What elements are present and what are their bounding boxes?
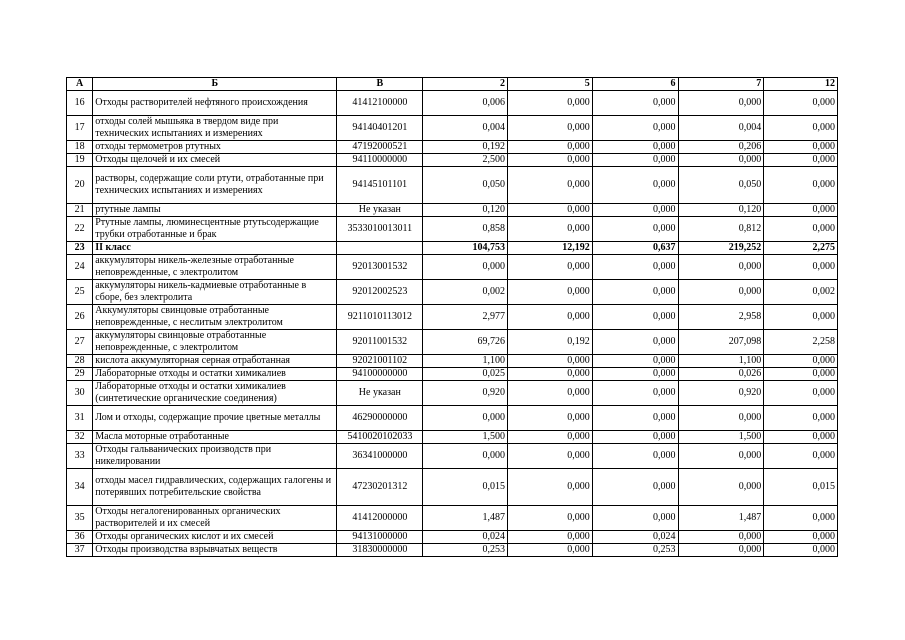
col-6-value: 0,000 [592,368,678,381]
col-7-value: 219,252 [678,242,764,255]
col-6-value: 0,000 [592,255,678,280]
col-6-value: 0,000 [592,330,678,355]
col-7-value: 0,206 [678,141,764,154]
waste-name: Аккумуляторы свинцовые отработанные неповрежденные, с неслитым электролитом [93,305,337,330]
table-row [67,141,838,154]
col-7-value: 0,120 [678,204,764,217]
fkko-code: 94110000000 [337,154,423,167]
header-cell: А [67,78,93,91]
col-6-value: 0,000 [592,355,678,368]
fkko-code: 9211010113012 [337,305,423,330]
waste-name: Отходы производства взрывчатых веществ [93,544,337,557]
fkko-code: 94145101101 [337,167,423,204]
col-7-value: 0,000 [678,544,764,557]
row-number: 24 [67,255,93,280]
col-12-value: 0,000 [764,116,838,141]
col-5-value: 0,000 [507,431,592,444]
fkko-code: 47230201312 [337,469,423,506]
col-12-value: 0,000 [764,204,838,217]
col-12-value: 0,002 [764,280,838,305]
col-5-value: 0,000 [507,141,592,154]
col-2-value: 0,192 [423,141,508,154]
row-number: 18 [67,141,93,154]
col-2-value: 2,977 [423,305,508,330]
table-row [67,154,838,167]
col-5-value: 0,000 [507,91,592,116]
col-2-value: 0,024 [423,531,508,544]
col-5-value: 12,192 [507,242,592,255]
col-2-value: 104,753 [423,242,508,255]
col-6-value: 0,000 [592,154,678,167]
col-6-value: 0,000 [592,280,678,305]
table-row [67,506,838,531]
col-7-value: 207,098 [678,330,764,355]
col-12-value: 0,000 [764,167,838,204]
col-2-value: 0,120 [423,204,508,217]
table-row [67,431,838,444]
col-12-value: 0,000 [764,91,838,116]
fkko-code: 92013001532 [337,255,423,280]
table-row [67,355,838,368]
col-5-value: 0,000 [507,154,592,167]
fkko-code: 92021001102 [337,355,423,368]
col-7-value: 1,100 [678,355,764,368]
table-row [67,381,838,406]
col-12-value: 0,000 [764,154,838,167]
header-cell: В [337,78,423,91]
table-row [67,242,838,255]
row-number: 26 [67,305,93,330]
row-number: 37 [67,544,93,557]
col-2-value: 0,253 [423,544,508,557]
col-6-value: 0,000 [592,444,678,469]
fkko-code: Не указан [337,381,423,406]
row-number: 31 [67,406,93,431]
col-2-value: 0,000 [423,406,508,431]
col-6-value: 0,000 [592,217,678,242]
col-7-value: 0,000 [678,91,764,116]
col-12-value: 0,000 [764,531,838,544]
table-row [67,330,838,355]
header-cell: 12 [764,78,838,91]
col-2-value: 1,487 [423,506,508,531]
col-2-value: 0,002 [423,280,508,305]
row-number: 33 [67,444,93,469]
waste-name: аккумуляторы никель-кадмиевые отработанные в сборе, без электролита [93,280,337,305]
waste-name: растворы, содержащие соли ртути, отработанные при технических испытаниях и измерениях [93,167,337,204]
col-5-value: 0,000 [507,406,592,431]
col-7-value: 0,000 [678,531,764,544]
row-number: 34 [67,469,93,506]
col-12-value: 0,000 [764,305,838,330]
table-row [67,167,838,204]
col-5-value: 0,000 [507,381,592,406]
col-12-value: 2,275 [764,242,838,255]
row-number: 35 [67,506,93,531]
col-6-value: 0,000 [592,91,678,116]
col-2-value: 0,025 [423,368,508,381]
waste-name: Масла моторные отработанные [93,431,337,444]
row-number: 21 [67,204,93,217]
waste-name: кислота аккумуляторная серная отработанная [93,355,337,368]
waste-name: отходы солей мышьяка в твердом виде при технических испытаниях и измерениях [93,116,337,141]
fkko-code: 31830000000 [337,544,423,557]
row-number: 28 [67,355,93,368]
col-7-value: 0,000 [678,255,764,280]
header-row [67,78,838,91]
table-row [67,116,838,141]
col-7-value: 0,004 [678,116,764,141]
waste-table [66,77,838,557]
col-2-value: 0,015 [423,469,508,506]
col-5-value: 0,000 [507,531,592,544]
col-6-value: 0,024 [592,531,678,544]
col-6-value: 0,000 [592,406,678,431]
waste-name: Лабораторные отходы и остатки химикалиев (синтетические органические соединения) [93,381,337,406]
col-5-value: 0,000 [507,506,592,531]
waste-name: Отходы гальванических производств при никелировании [93,444,337,469]
col-12-value: 0,000 [764,431,838,444]
fkko-code: 94140401201 [337,116,423,141]
col-6-value: 0,000 [592,141,678,154]
fkko-code: 94131000000 [337,531,423,544]
waste-name: ртутные лампы [93,204,337,217]
fkko-code: 92012002523 [337,280,423,305]
fkko-code: 5410020102033 [337,431,423,444]
col-12-value: 0,000 [764,444,838,469]
col-7-value: 0,000 [678,406,764,431]
waste-name: аккумуляторы свинцовые отработанные неповрежденные, с электролитом [93,330,337,355]
header-cell: 2 [423,78,508,91]
col-2-value: 1,500 [423,431,508,444]
table-row [67,368,838,381]
col-2-value: 2,500 [423,154,508,167]
col-7-value: 0,050 [678,167,764,204]
table-row [67,531,838,544]
col-5-value: 0,000 [507,355,592,368]
col-12-value: 0,000 [764,255,838,280]
col-12-value: 0,015 [764,469,838,506]
fkko-code [337,242,423,255]
fkko-code: 92011001532 [337,330,423,355]
col-5-value: 0,000 [507,368,592,381]
col-6-value: 0,000 [592,431,678,444]
col-7-value: 0,026 [678,368,764,381]
col-12-value: 0,000 [764,544,838,557]
col-12-value: 0,000 [764,406,838,431]
fkko-code: 46290000000 [337,406,423,431]
col-5-value: 0,192 [507,330,592,355]
row-number: 23 [67,242,93,255]
fkko-code: 3533010013011 [337,217,423,242]
row-number: 29 [67,368,93,381]
table-row [67,444,838,469]
waste-name: Ртутные лампы, люминесцентные ртутьсодержащие трубки отработанные и брак [93,217,337,242]
col-12-value: 2,258 [764,330,838,355]
col-7-value: 1,500 [678,431,764,444]
col-6-value: 0,637 [592,242,678,255]
col-7-value: 0,000 [678,154,764,167]
fkko-code: Не указан [337,204,423,217]
col-2-value: 0,006 [423,91,508,116]
table-row [67,204,838,217]
col-2-value: 69,726 [423,330,508,355]
col-5-value: 0,000 [507,255,592,280]
col-7-value: 2,958 [678,305,764,330]
waste-name: Отходы органических кислот и их смесей [93,531,337,544]
col-7-value: 1,487 [678,506,764,531]
col-7-value: 0,000 [678,444,764,469]
col-5-value: 0,000 [507,217,592,242]
col-5-value: 0,000 [507,280,592,305]
col-6-value: 0,000 [592,506,678,531]
fkko-code: 94100000000 [337,368,423,381]
col-5-value: 0,000 [507,444,592,469]
col-2-value: 1,100 [423,355,508,368]
fkko-code: 47192000521 [337,141,423,154]
row-number: 32 [67,431,93,444]
col-5-value: 0,000 [507,167,592,204]
row-number: 19 [67,154,93,167]
col-12-value: 0,000 [764,141,838,154]
table-row [67,406,838,431]
row-number: 20 [67,167,93,204]
col-2-value: 0,858 [423,217,508,242]
header-cell: 7 [678,78,764,91]
col-12-value: 0,000 [764,381,838,406]
col-7-value: 0,000 [678,469,764,506]
header-cell: 6 [592,78,678,91]
table-row [67,91,838,116]
table-row [67,544,838,557]
col-6-value: 0,000 [592,204,678,217]
col-5-value: 0,000 [507,305,592,330]
col-7-value: 0,000 [678,280,764,305]
waste-name: Отходы растворителей нефтяного происхождения [93,91,337,116]
table-row [67,280,838,305]
header-cell: Б [93,78,337,91]
waste-name: Лом и отходы, содержащие прочие цветные металлы [93,406,337,431]
col-6-value: 0,000 [592,381,678,406]
col-5-value: 0,000 [507,469,592,506]
col-6-value: 0,000 [592,167,678,204]
table-row [67,255,838,280]
waste-name: Отходы щелочей и их смесей [93,154,337,167]
fkko-code: 41412100000 [337,91,423,116]
col-2-value: 0,004 [423,116,508,141]
col-2-value: 0,000 [423,444,508,469]
row-number: 22 [67,217,93,242]
col-7-value: 0,812 [678,217,764,242]
col-12-value: 0,000 [764,355,838,368]
col-2-value: 0,920 [423,381,508,406]
col-2-value: 0,000 [423,255,508,280]
waste-name: аккумуляторы никель-железные отработанные неповрежденные, с электролитом [93,255,337,280]
row-number: 25 [67,280,93,305]
waste-name: Отходы негалогенированных органических растворителей и их смесей [93,506,337,531]
row-number: 17 [67,116,93,141]
col-6-value: 0,000 [592,469,678,506]
col-7-value: 0,920 [678,381,764,406]
waste-name: отходы масел гидравлических, содержащих галогены и потерявших потребительские свойства [93,469,337,506]
col-6-value: 0,000 [592,116,678,141]
fkko-code: 41412000000 [337,506,423,531]
row-number: 36 [67,531,93,544]
table-row [67,305,838,330]
col-12-value: 0,000 [764,368,838,381]
table-body [67,91,838,557]
header-cell: 5 [507,78,592,91]
fkko-code: 36341000000 [337,444,423,469]
col-6-value: 0,000 [592,305,678,330]
col-6-value: 0,253 [592,544,678,557]
col-5-value: 0,000 [507,204,592,217]
row-number: 16 [67,91,93,116]
table-row [67,217,838,242]
row-number: 27 [67,330,93,355]
waste-name: II класс [93,242,337,255]
waste-name: отходы термометров ртутных [93,141,337,154]
col-12-value: 0,000 [764,506,838,531]
table-row [67,469,838,506]
col-12-value: 0,000 [764,217,838,242]
col-2-value: 0,050 [423,167,508,204]
waste-name: Лабораторные отходы и остатки химикалиев [93,368,337,381]
row-number: 30 [67,381,93,406]
col-5-value: 0,000 [507,544,592,557]
col-5-value: 0,000 [507,116,592,141]
